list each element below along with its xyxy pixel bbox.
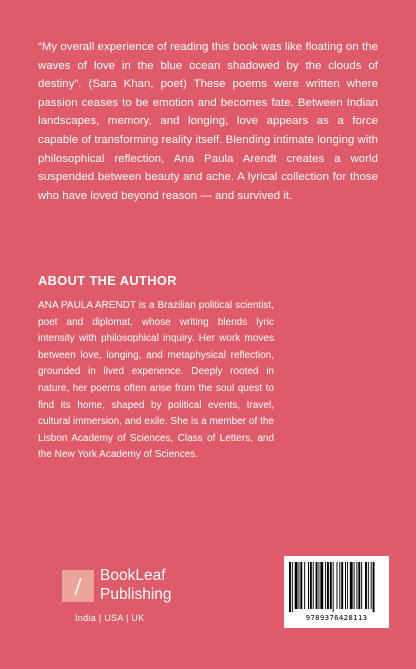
barcode-bar <box>299 562 300 609</box>
publisher-name-line1: BookLeaf <box>100 567 166 584</box>
publisher-name <box>100 566 172 604</box>
barcode-bar <box>300 562 302 609</box>
publisher-locations: India | USA | UK <box>75 613 145 623</box>
author-bio: ANA PAULA ARENDT is a Brazilian political scientist, poet and diplomat, whose writing blends lyric intensity with philosophical inquiry. Her work moves between love, longing, and metaphysical reflection, grounded in lived experience. Deeply rooted in nature, her poems often arise from the soul quest to find its home, shaped by political events, travel, cultural immersion, and exile. She is a member of the Lisbon Academy of Sciences, Class of Letters, and the New York Academy of Sciences. <box>38 300 274 461</box>
barcode-bar <box>304 562 305 609</box>
barcode-bar <box>345 562 346 609</box>
barcode-bar <box>371 562 372 609</box>
barcode-bar <box>289 562 291 612</box>
publisher-name-line2: Publishing <box>100 586 172 603</box>
barcode-bar <box>341 562 343 609</box>
barcode-bar <box>358 562 360 609</box>
barcode-bar <box>365 562 367 609</box>
barcode-bar <box>350 562 353 609</box>
barcode-bar <box>333 562 334 612</box>
barcode-bar <box>308 562 309 609</box>
back-cover-blurb: “My overall experience of reading this book was like floating on the waves of love in the blue ocean shadowed by the clouds of destiny”. (Sara Khan, poet) These poems were written where passion ceases to be emotion and becomes fate. Between Indian landscapes, memory, and longing, love appears as a force capable of transforming reality itself. Blending intimate longing with philosophical reflection, Ana Paula Arendt creates a world suspended between beauty and ache. A lyrical collection for those who have loved beyond reason — and survived it. <box>38 41 378 202</box>
barcode-bar <box>313 562 314 609</box>
barcode-bar <box>295 562 298 609</box>
barcode-bar <box>373 562 375 612</box>
barcode-bar <box>368 562 369 609</box>
isbn-barcode <box>284 556 389 628</box>
barcode-bar <box>327 562 329 609</box>
isbn-number: 9789376428113 <box>305 613 368 622</box>
barcode-bar <box>316 562 318 609</box>
barcode-bar <box>310 562 312 609</box>
barcode-bar <box>325 562 326 609</box>
barcode-bar <box>354 562 355 609</box>
barcode-bar <box>320 562 323 609</box>
barcode-bar <box>361 562 362 609</box>
barcode-bar <box>292 562 293 612</box>
barcode-bar <box>318 562 319 609</box>
barcode-bar <box>347 562 348 609</box>
barcode-bar <box>337 562 338 609</box>
barcode-bars <box>289 562 384 612</box>
bookleaf-logo-icon <box>62 570 94 602</box>
barcode-bar <box>356 562 357 609</box>
barcode-bar <box>339 562 340 609</box>
barcode-bar <box>330 562 332 609</box>
about-author-heading: ABOUT THE AUTHOR <box>38 273 177 288</box>
